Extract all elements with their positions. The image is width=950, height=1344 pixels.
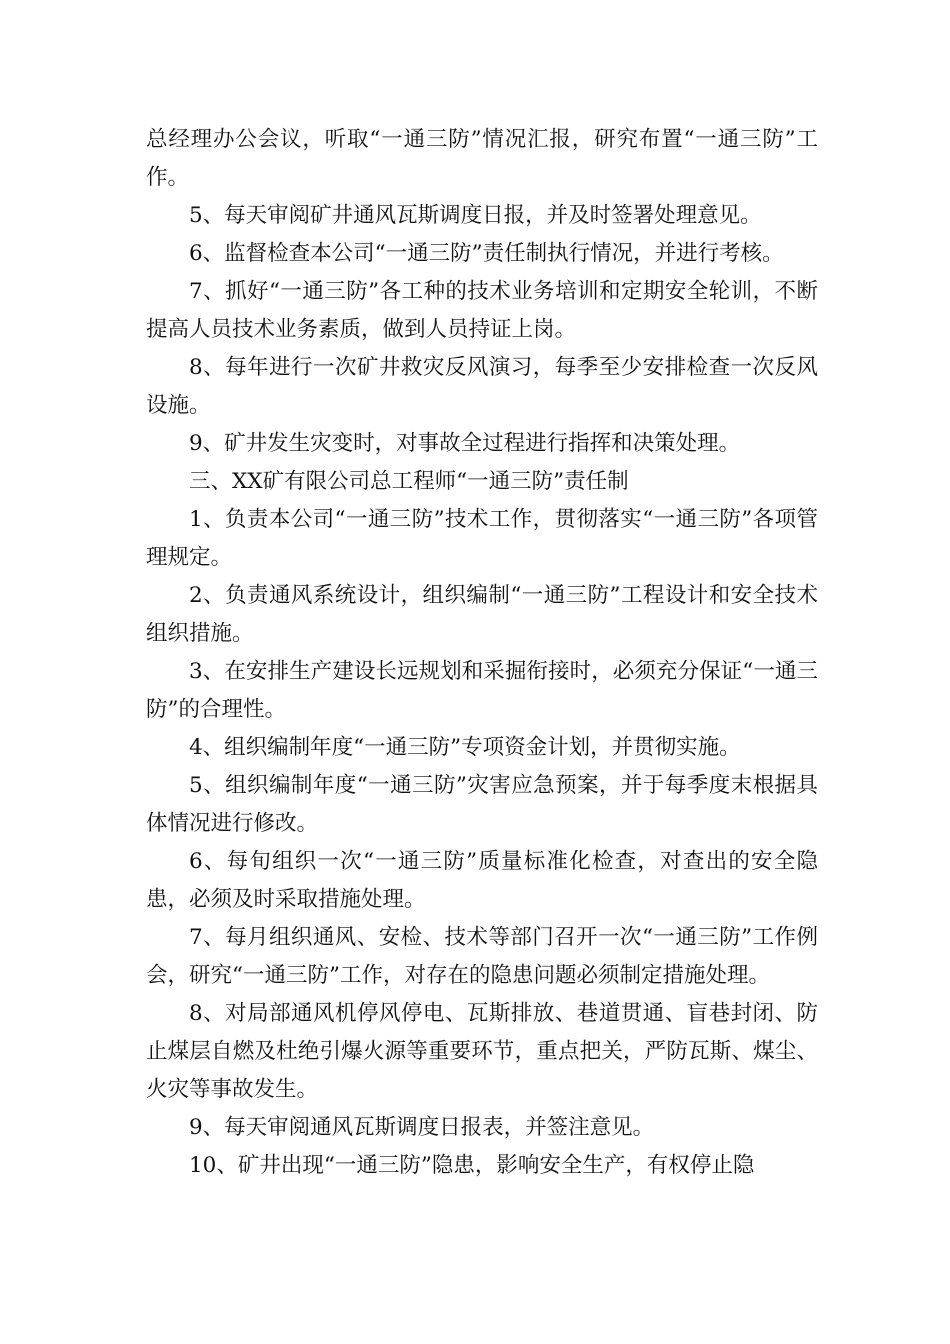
paragraph-item-9b: 9、每天审阅通风瓦斯调度日报表，并签注意见。	[189, 1115, 655, 1140]
paragraph-item-2: 2、负责通风系统设计，组织编制“一通三防”工程设计和安全技术组织措施。	[146, 583, 818, 646]
paragraph-item-6: 6、监督检查本公司“一通三防”责任制执行情况，并进行考核。	[189, 241, 784, 266]
paragraph-item-7: 7、抓好“一通三防”各工种的技术业务培训和定期安全轮训，不断提高人员技术业务素质，做到人员持证上岗。	[146, 279, 818, 342]
paragraph-continuation: 总经理办公会议，听取“一通三防”情况汇报，研究布置“一通三防”工作。	[146, 127, 818, 190]
paragraph-item-3: 3、在安排生产建设长远规划和采掘衔接时，必须充分保证“一通三防”的合理性。	[146, 659, 818, 722]
paragraph-item-6b: 6、每旬组织一次“一通三防”质量标准化检查，对查出的安全隐患，必须及时采取措施处理。	[146, 849, 818, 912]
paragraph-item-4: 4、组织编制年度“一通三防”专项资金计划，并贯彻实施。	[189, 735, 741, 760]
paragraph-item-10: 10、矿井出现“一通三防”隐患，影响安全生产，有权停止隐	[189, 1153, 755, 1178]
paragraph-item-7b: 7、每月组织通风、安检、技术等部门召开一次“一通三防”工作例会，研究“一通三防”工作，对存在的隐患问题必须制定措施处理。	[146, 925, 818, 988]
paragraph-item-8b: 8、对局部通风机停风停电、瓦斯排放、巷道贯通、盲巷封闭、防止煤层自燃及杜绝引爆火源等重要环节，重点把关，严防瓦斯、煤尘、火灾等事故发生。	[146, 1001, 818, 1102]
paragraph-item-9: 9、矿井发生灾变时，对事故全过程进行指挥和决策处理。	[189, 431, 741, 456]
paragraph-item-5: 5、每天审阅矿井通风瓦斯调度日报，并及时签署处理意见。	[189, 203, 762, 228]
document-body	[146, 121, 818, 1185]
paragraph-item-1: 1、负责本公司“一通三防”技术工作，贯彻落实“一通三防”各项管理规定。	[146, 507, 818, 570]
paragraph-item-8: 8、每年进行一次矿井救灾反风演习，每季至少安排检查一次反风设施。	[146, 355, 818, 418]
section-heading: 三、XX矿有限公司总工程师“一通三防”责任制	[189, 469, 629, 494]
paragraph-item-5b: 5、组织编制年度“一通三防”灾害应急预案，并于每季度末根据具体情况进行修改。	[146, 773, 818, 836]
